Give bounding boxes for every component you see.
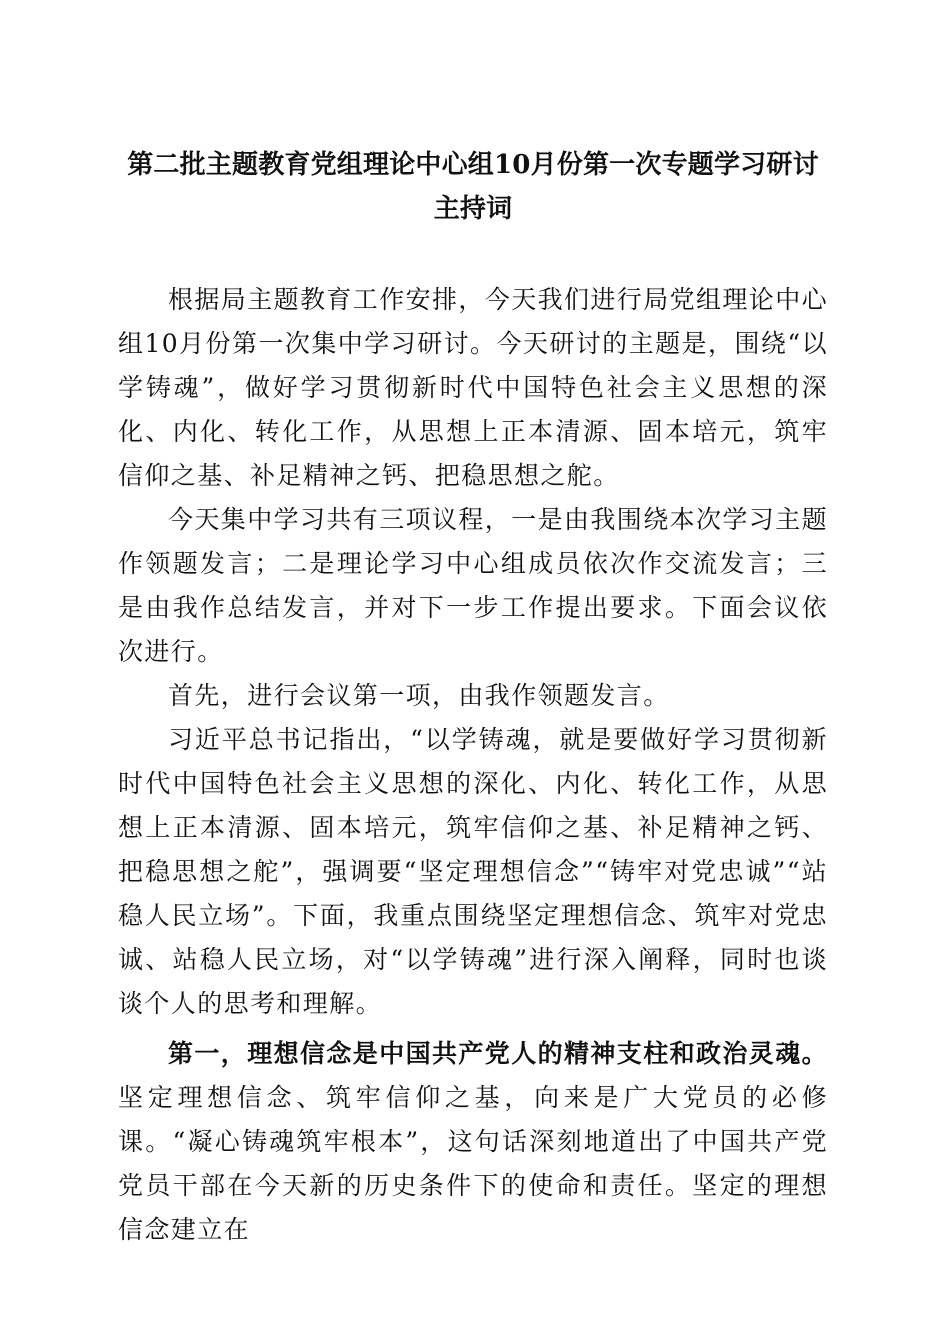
paragraph-point-one-text: 坚定理想信念、筑牢信仰之基，向来是广大党员的必修课。“凝心铸魂筑牢根本”，这句话深刻地道出了中国共产党党员干部在今天新的历史条件下的使命和责任。坚定的理想信念建立在 [118,1083,828,1244]
paragraph-point-one-lead: 第一，理想信念是中国共产党人的精神支柱和政治灵魂。 [168,1039,829,1068]
document-title: 第二批主题教育党组理论中心组10月份第一次专题学习研讨主持词 [127,150,819,224]
paragraph-intro: 根据局主题教育工作安排，今天我们进行局党组理论中心组10月份第一次集中学习研讨。今天研讨的主题是，围绕“以学铸魂”，做好学习贯彻新时代中国特色社会主义思想的深化、内化、转化工作，从思想上正本清源、固本培元，筑牢信仰之基、补足精神之钙、把稳思想之舵。 [118,285,829,490]
paragraph-first-item: 首先，进行会议第一项，由我作领题发言。 [168,681,670,710]
paragraph-quote: 习近平总书记指出，“以学铸魂，就是要做好学习贯彻新时代中国特色社会主义思想的深化、内化、转化工作，从思想上正本清源、固本培元，筑牢信仰之基、补足精神之钙、把稳思想之舵”，强调要“坚定理想信念”“铸牢对党忠诚”“站稳人民立场”。下面，我重点围绕坚定理想信念、筑牢对党忠诚、站稳人民立场，对“以学铸魂”进行深入阐释，同时也谈谈个人的思考和理解。 [118,725,828,1018]
paragraph-agenda: 今天集中学习共有三项议程，一是由我围绕本次学习主题作领题发言；二是理论学习中心组成员依次作交流发言；三是由我作总结发言，并对下一步工作提出要求。下面会议依次进行。 [118,505,829,666]
paragraph-point-one [118,1032,828,1252]
document-body [118,278,828,1252]
